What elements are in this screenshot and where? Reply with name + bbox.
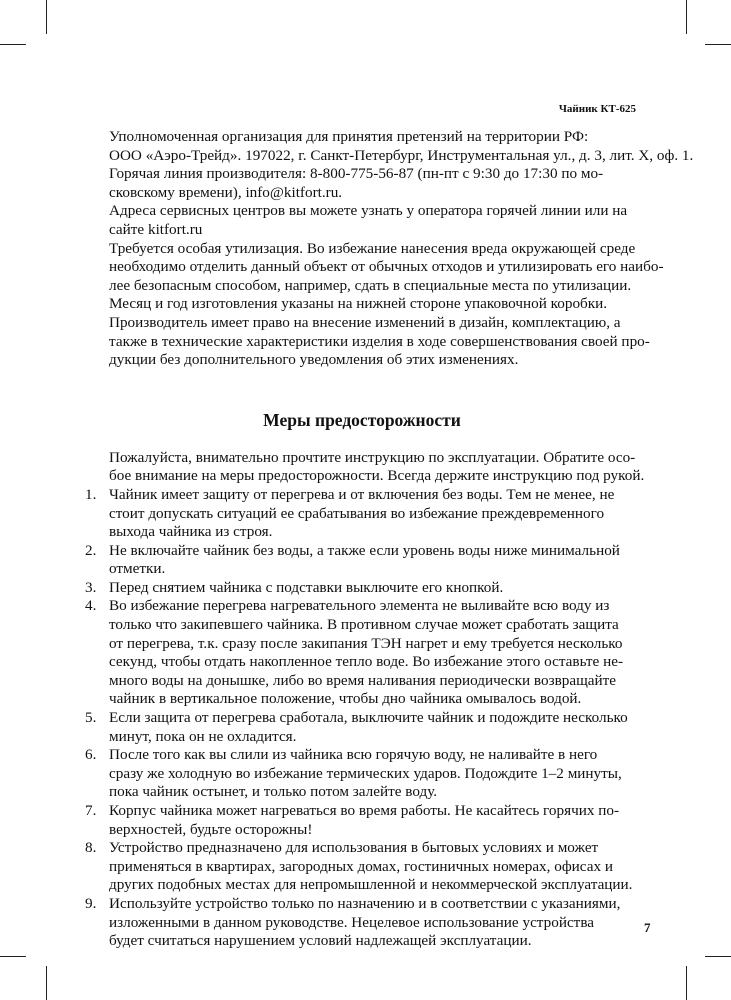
page-number: 7 [644, 920, 651, 935]
text-line: чайник в вертикальное положение, чтобы дно чайника омывалось водой. [109, 690, 582, 708]
item-number: 2. [85, 541, 97, 559]
text-line: Горячая линия производителя: 8-800-775-56-87 (пн-пт с 9:30 до 17:30 по мо- [109, 165, 604, 183]
item-number: 6. [85, 746, 97, 764]
text-line: дукции без дополнительного уведомления об этих изменениях. [109, 351, 519, 369]
text-line: необходимо отделить данный объект от обычных отходов и утилизировать его наибо- [109, 258, 664, 276]
item-number: 1. [85, 485, 97, 503]
text-line: Уполномоченная организация для принятия претензий на территории РФ: [109, 128, 589, 145]
text-line: Используйте устройство только по назначению и в соответствии с указаниями, [109, 894, 621, 912]
text-line: Пожалуйста, внимательно прочтите инструкцию по эксплуатации. Обратите осо- [109, 448, 636, 466]
crop-mark [705, 44, 731, 45]
precaution-item [85, 578, 636, 598]
text-line: только что закипевшего чайника. В противном случае может сработать защита [109, 616, 619, 634]
intro-paragraph [88, 165, 636, 202]
intro-paragraph [88, 239, 664, 296]
text-line: Адреса сервисных центров вы можете узнать у оператора горячей линии или на [109, 202, 628, 220]
precaution-item [85, 541, 636, 579]
text-line: Корпус чайника может нагреваться во время работы. Не касайтесь горячих по- [109, 802, 620, 819]
precaution-item [85, 485, 636, 542]
text-line: Чайник имеет защиту от перегрева и от включения без воды. Тем не менее, не [109, 485, 615, 503]
intro-section [88, 128, 694, 370]
text-line: стоит допускать ситуаций ее срабатывания во избежание преждевременного [109, 504, 605, 522]
item-number: 4. [85, 597, 97, 615]
crop-mark [686, 0, 687, 34]
text-line: секунд, чтобы отдать накопленное тепло воде. Во избежание этого оставьте не- [109, 653, 624, 671]
crop-mark [0, 44, 26, 45]
intro-paragraph [88, 202, 636, 239]
text-line: Производитель имеет право на внесение изменений в дизайн, комплектацию, а [109, 313, 621, 331]
section-lead-paragraph [88, 448, 645, 486]
text-line: много воды на донышке, либо во время наливания периодически возвращайте [109, 671, 617, 689]
text-line: выхода чайника из строя. [109, 523, 273, 541]
precaution-item [85, 839, 636, 895]
crop-mark [0, 956, 26, 957]
intro-paragraph [88, 128, 694, 165]
precautions-list [85, 485, 636, 951]
text-line: Требуется особая утилизация. Во избежание нанесения вреда окружающей среде [109, 239, 636, 257]
crop-mark [46, 0, 47, 34]
text-line: После того как вы слили из чайника всю горячую воду, не наливайте в него [109, 746, 598, 764]
item-number: 3. [85, 578, 97, 596]
precaution-item [85, 709, 636, 746]
precaution-item [85, 746, 636, 802]
section-title: Меры предосторожности [263, 409, 461, 430]
text-line: будет считаться нарушением условий надлежащей эксплуатации. [109, 932, 532, 950]
text-line: отметки. [109, 560, 166, 578]
text-line: применяться в квартирах, загородных домах, гостиничных номерах, офисах и [109, 857, 613, 875]
text-line: Устройство предназначено для использования в бытовых условиях и может [109, 839, 599, 857]
text-line: пока чайник остынет, и только потом залейте воду. [109, 783, 438, 801]
crop-mark [46, 966, 47, 1000]
precaution-item [85, 894, 636, 951]
text-line: минут, пока он не охладится. [109, 727, 297, 745]
text-line: сайте kitfort.ru [109, 220, 203, 238]
document-page [85, 100, 694, 950]
item-number: 9. [85, 894, 97, 912]
text-line: Месяц и год изготовления указаны на нижней стороне упаковочной коробки. [109, 295, 608, 313]
text-line: сразу же холодную во избежание термических ударов. Подождите 1–2 минуты, [109, 764, 622, 782]
item-number: 5. [85, 709, 97, 727]
text-line: также в технические характеристики изделия в ходе совершенствования своей про- [109, 332, 650, 350]
text-line: Во избежание перегрева нагревательного элемента не выливайте всю воду из [109, 597, 610, 615]
text-line: от перегрева, т.к. сразу после закипания ТЭН нагрет и ему требуется несколько [109, 634, 623, 652]
text-line: Перед снятием чайника с подставки выключите его кнопкой. [109, 578, 504, 596]
text-line: Если защита от перегрева сработала, выключите чайник и подождите несколько [109, 709, 628, 727]
item-number: 8. [85, 839, 97, 857]
text-line: бое внимание на меры предосторожности. Всегда держите инструкцию под рукой. [109, 467, 645, 485]
text-line: верхностей, будьте осторожны! [109, 820, 313, 838]
intro-paragraph [88, 313, 650, 370]
precaution-item [85, 802, 636, 839]
running-header: Чайник КТ-625 [558, 103, 636, 115]
text-line: сковскому времени), info@kitfort.ru. [109, 183, 343, 201]
text-line: изложенными в данном руководстве. Нецелевое использование устройства [109, 913, 595, 931]
intro-paragraph [88, 295, 636, 314]
crop-mark [705, 956, 731, 957]
precaution-item [85, 597, 636, 709]
text-line: лее безопасным способом, например, сдать в специальные места по утилизации. [109, 276, 632, 294]
text-line: других подобных местах для непромышленной и некоммерческой эксплуатации. [109, 876, 633, 894]
item-number: 7. [85, 802, 97, 819]
text-line: Не включайте чайник без воды, а также если уровень воды ниже минимальной [109, 541, 620, 559]
text-line: ООО «Аэро-Трейд». 197022, г. Санкт-Петербург, Инструментальная ул., д. 3, лит. Х, оф. 1. [109, 146, 694, 164]
crop-mark [686, 966, 687, 1000]
